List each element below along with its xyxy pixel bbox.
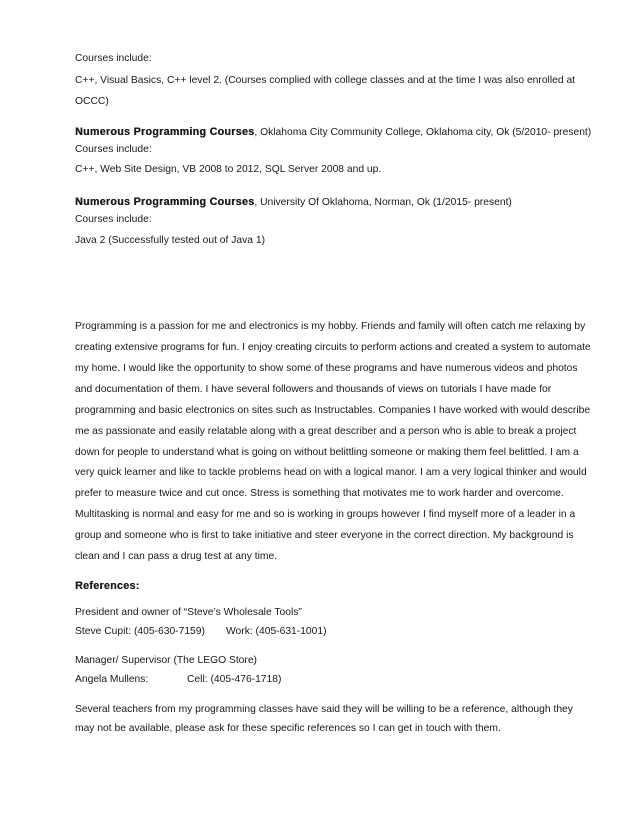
education-entry-occc (75, 125, 591, 140)
entry-details: , University Of Oklahoma, Norman, Ok (1/2015- present) (254, 197, 512, 208)
summary-line: down for people to understand what is going on without belittling someone or making them feel belittled. I am a (75, 447, 579, 458)
summary-line: Programming is a passion for me and electronics is my hobby. Friends and family will often catch me relaxing by (75, 321, 586, 332)
summary-line: clean and I can pass a drug test at any time. (75, 551, 278, 562)
summary-line: me as passionate and easily relatable along with a great describer and a person who is able to break a project (75, 426, 577, 437)
reference-name-phone: Steve Cupit: (405-630-7159) (75, 626, 205, 637)
courses-list: Java 2 (Successfully tested out of Java 1) (75, 235, 266, 246)
reference-contact (75, 625, 555, 639)
references-note: Several teachers from my programming classes have said they will be willing to be a reference, although they (75, 704, 573, 715)
entry-heading: Numerous Programming Courses (75, 126, 255, 138)
references-heading: References: (75, 580, 140, 592)
education-entry-ou (75, 195, 512, 210)
summary-line: group and someone who is first to take initiative and steer everyone in the correct direction. My background is (75, 530, 574, 541)
reference-name: Angela Mullens: (75, 674, 149, 685)
summary-line: creating extensive programs for fun. I enjoy creating circuits to perform actions and created a system to automate (75, 342, 591, 353)
entry-heading: Numerous Programming Courses (75, 196, 255, 208)
courses-label: Courses include: (75, 53, 152, 64)
reference-title: President and owner of “Steve’s Wholesale Tools” (75, 607, 302, 618)
summary-line: my home. I would like the opportunity to show some of these programs and have numerous videos and photos (75, 363, 578, 374)
reference-cell-phone: Cell: (405-476-1718) (187, 674, 282, 685)
summary-line: Multitasking is normal and easy for me and so is working in groups however I find myself more of a leader in a (75, 509, 576, 520)
courses-label: Courses include: (75, 144, 152, 155)
summary-line: and documentation of them. I have several followers and thousands of views on tutorials I have made for (75, 384, 552, 395)
courses-label: Courses include: (75, 214, 152, 225)
reference-title: Manager/ Supervisor (The LEGO Store) (75, 655, 257, 666)
courses-list-continued: OCCC) (75, 96, 109, 107)
reference-contact (75, 673, 555, 687)
summary-line: prefer to measure twice and cut once. Stress is something that motivates me to work harder and overcome. (75, 488, 564, 499)
entry-details: , Oklahoma City Community College, Oklahoma city, Ok (5/2010- present) (254, 127, 592, 138)
summary-line: very quick learner and like to tackle problems head on with a logical manor. I am a very logical thinker and would (75, 467, 587, 478)
reference-work-phone: Work: (405-631-1001) (226, 626, 327, 637)
courses-list: C++, Web Site Design, VB 2008 to 2012, SQL Server 2008 and up. (75, 164, 382, 175)
summary-line: programming and basic electronics on sites such as Instructables. Companies I have worked with would describe (75, 405, 591, 416)
courses-list: C++, Visual Basics, C++ level 2. (Courses complied with college classes and at the time I was also enrolled at (75, 75, 576, 86)
references-note: may not be available, please ask for these specific references so I can get in touch with them. (75, 723, 501, 734)
